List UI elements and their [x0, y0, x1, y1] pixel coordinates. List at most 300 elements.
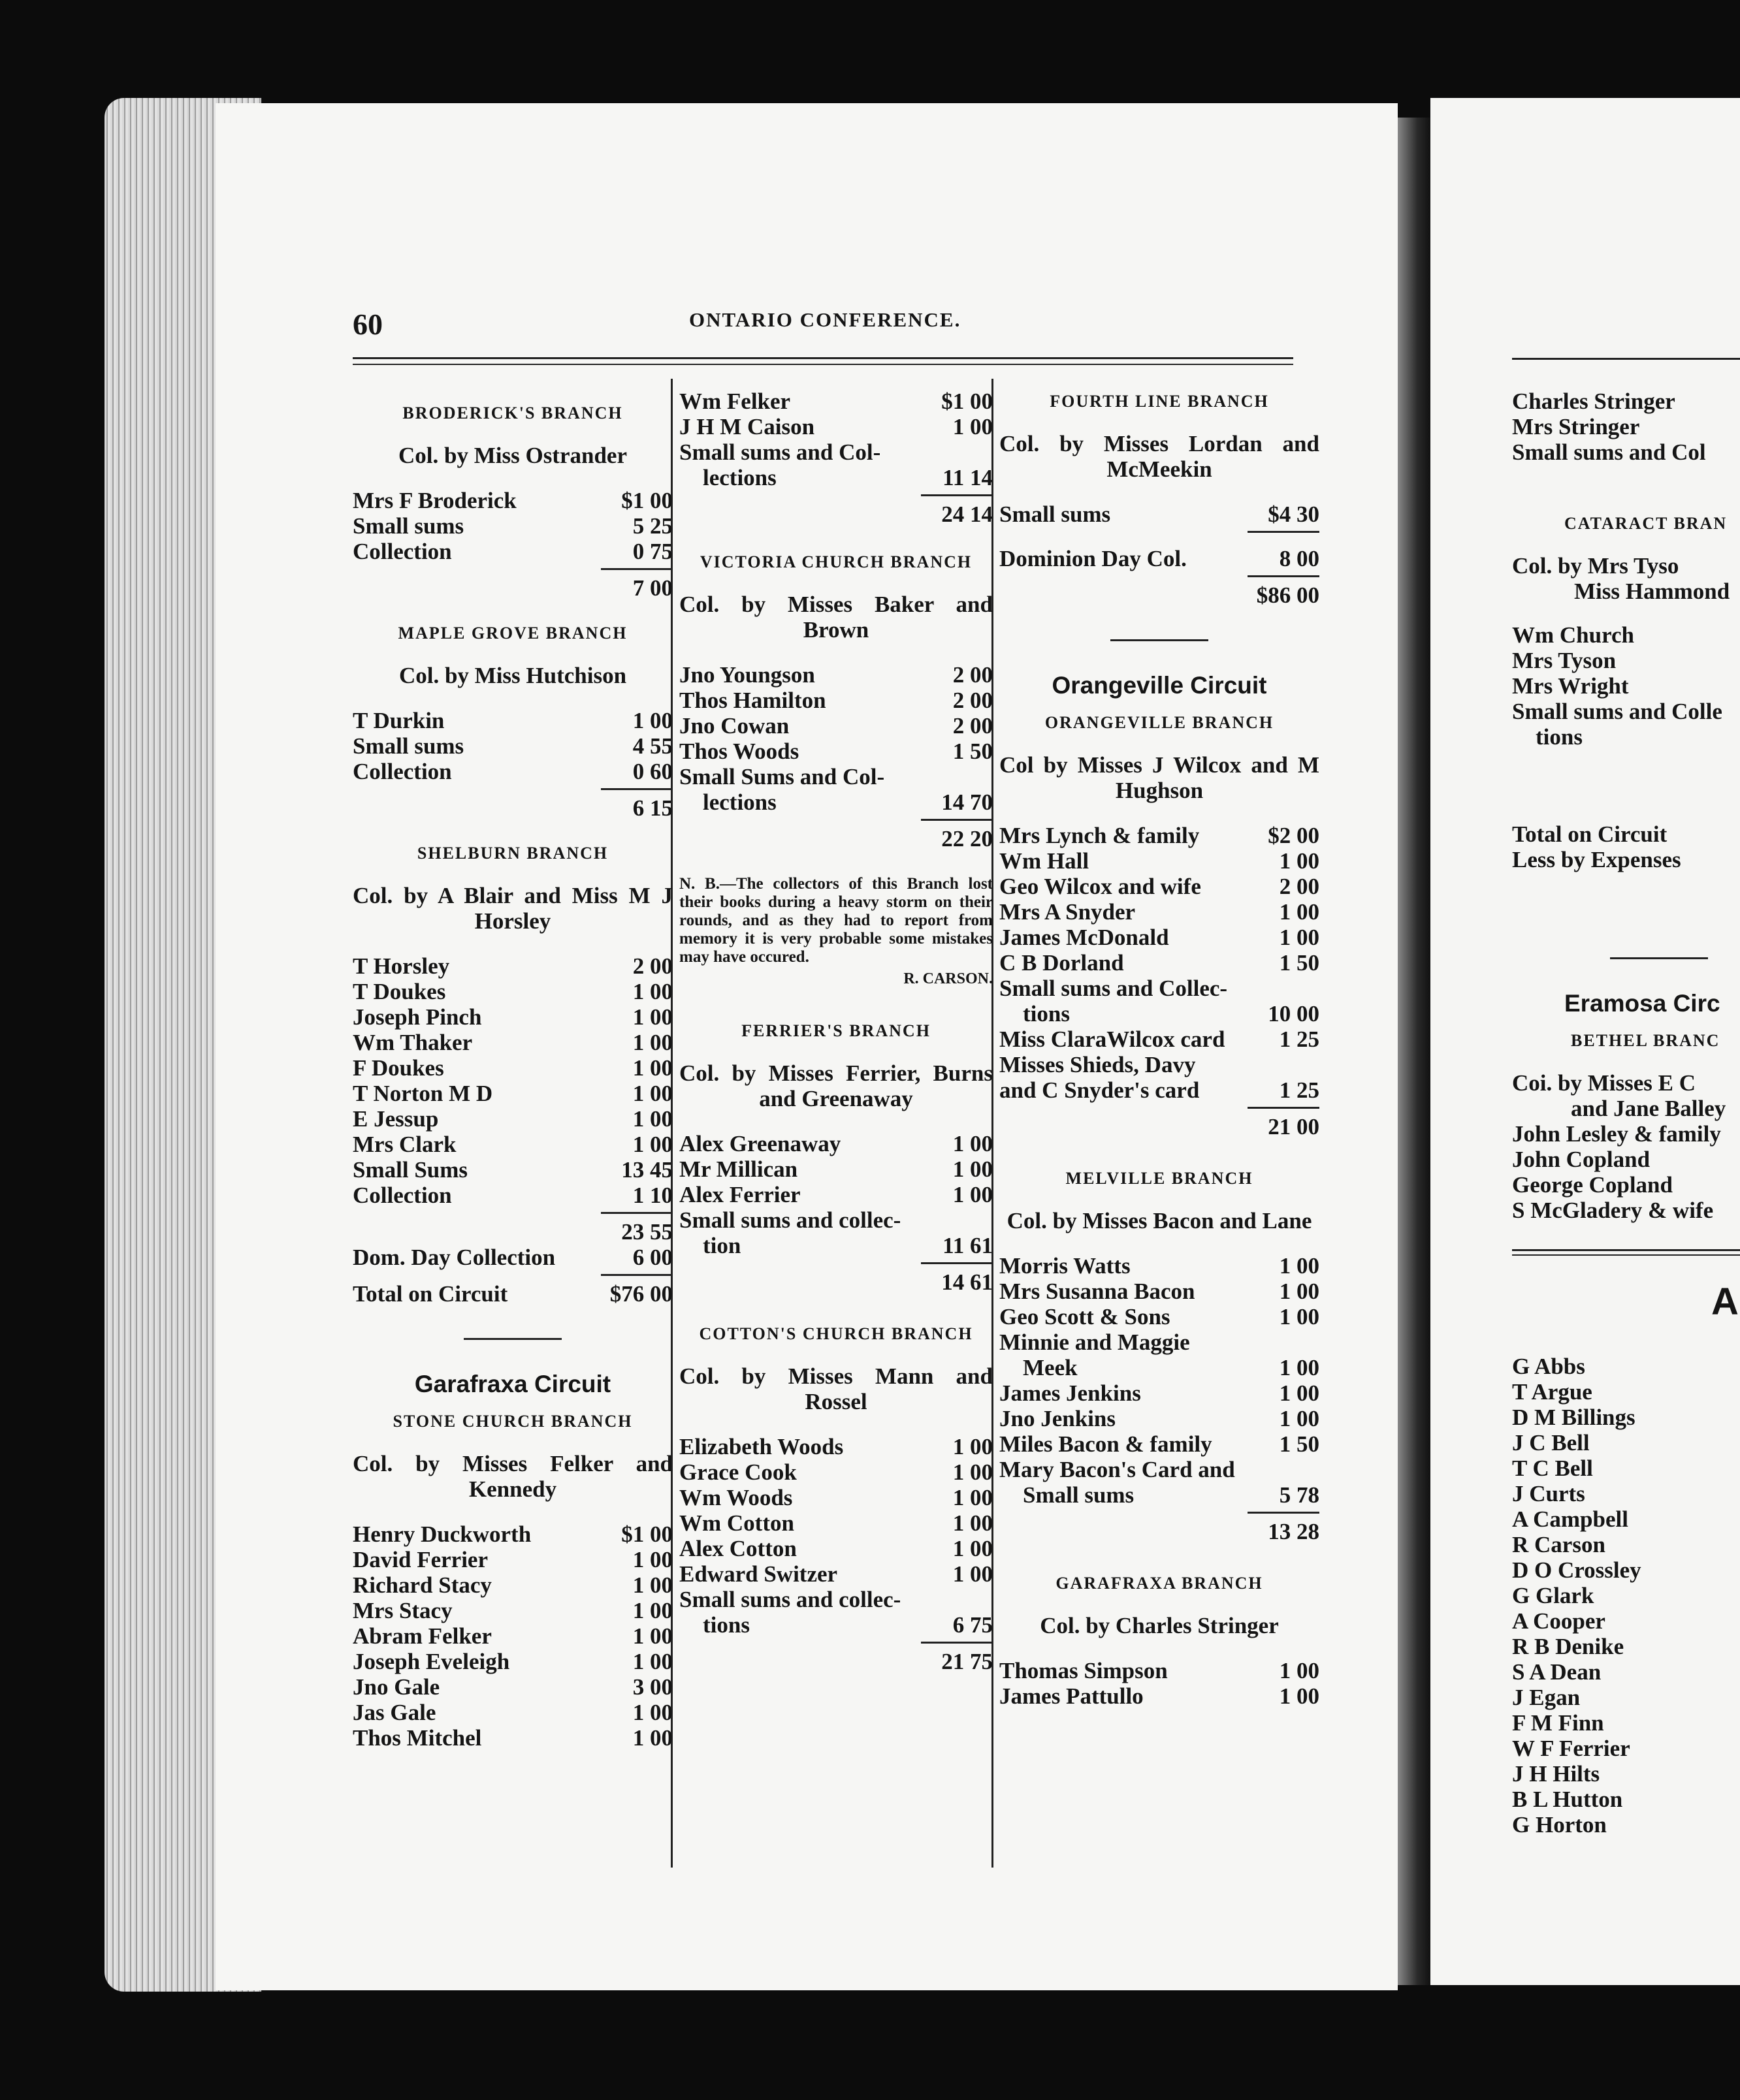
entry-amount: 1 00 [952, 1131, 993, 1156]
entry-name: David Ferrier [353, 1547, 488, 1572]
entry-amount: 1 00 [1279, 1279, 1319, 1304]
entry-name: Mrs Stacy [353, 1598, 453, 1623]
entry-row [353, 1649, 673, 1674]
entry-name: F M Finn [1512, 1710, 1604, 1736]
entry-row [999, 1658, 1319, 1683]
entry-row [679, 389, 993, 414]
fourth-line-branch [999, 389, 1319, 608]
entry-amount: 3 00 [632, 1674, 673, 1700]
entry-amount: 1 00 [632, 1649, 673, 1674]
entry-amount: 2 00 [952, 713, 993, 739]
victoria-church-branch [679, 549, 993, 992]
entry-amount: 14 70 [941, 789, 993, 815]
entry-row [353, 1030, 673, 1055]
branch-total: 21 75 [941, 1649, 993, 1674]
entry-row [679, 713, 993, 739]
entry-amount: 1 10 [632, 1183, 673, 1208]
sum-rule [921, 1642, 993, 1644]
entry-amount: 1 00 [1279, 1253, 1319, 1279]
entry-row [679, 1536, 993, 1561]
entry-name: Minnie and Maggie [999, 1329, 1190, 1355]
section-rule-inner [1512, 1254, 1740, 1256]
entry-row [679, 1131, 993, 1156]
entry-amount: 2 00 [632, 953, 673, 979]
entry-name: Joseph Pinch [353, 1004, 482, 1030]
collector-line: Col. by Charles Stringer [1040, 1613, 1279, 1638]
collector-line: Coi. by Misses E C [1512, 1070, 1696, 1096]
entry-name: lections [703, 789, 777, 815]
entry-amount: 1 00 [632, 1106, 673, 1132]
entry-row [999, 1052, 1319, 1077]
note-signature: R. CARSON. [903, 970, 993, 987]
branch-total: 7 00 [632, 575, 673, 601]
collector-line: and Jane Balley [1571, 1096, 1726, 1121]
section-separator [464, 1338, 562, 1340]
entry-name: lections [703, 465, 777, 490]
entry-name: Small sums and Collec- [999, 976, 1228, 1001]
entry-amount: 1 00 [632, 1030, 673, 1055]
entry-name: A Campbell [1512, 1506, 1628, 1532]
entry-name: Collection [353, 539, 452, 564]
entry-name: Misses Shieds, Davy [999, 1052, 1196, 1077]
entry-name: Elizabeth Woods [679, 1434, 844, 1459]
entry-name: S A Dean [1512, 1659, 1602, 1685]
entry-row [679, 1182, 993, 1207]
sum-rule [921, 819, 993, 821]
entry-name: C B Dorland [999, 950, 1124, 976]
entry-row [353, 488, 673, 513]
entry-name: Richard Stacy [353, 1572, 492, 1598]
entry-amount: 1 00 [1279, 1355, 1319, 1380]
garafraxa-branch [999, 1570, 1319, 1709]
branch-total: 21 00 [1268, 1114, 1319, 1139]
section-separator [1110, 639, 1208, 641]
entry-name: B L Hutton [1512, 1787, 1623, 1812]
top-rule [353, 357, 1293, 359]
sum-rule [1248, 575, 1319, 577]
entry-name: S McGladery & wife [1512, 1198, 1714, 1223]
entry-name: Wm Cotton [679, 1510, 794, 1536]
collector-line: Miss Hammond [1574, 579, 1730, 604]
entry-amount: 1 50 [1279, 1431, 1319, 1457]
entry-row [353, 1623, 673, 1649]
collector-line: Col by Misses J Wilcox and M Hughson [999, 752, 1319, 803]
entry-name: Small sums [353, 513, 464, 539]
entry-amount: 10 00 [1268, 1001, 1319, 1026]
orangeville-branch [999, 710, 1319, 1139]
entry-amount: 2 00 [1279, 874, 1319, 899]
entry-amount: 1 00 [632, 1572, 673, 1598]
entry-name: Total on Circuit [1512, 821, 1668, 847]
entry-name: Collection [353, 1183, 452, 1208]
entry-row [679, 789, 993, 815]
entry-row [999, 823, 1319, 848]
entry-name: Edward Switzer [679, 1561, 838, 1587]
entry-amount: 1 00 [952, 1561, 993, 1587]
column-1 [353, 389, 673, 1751]
entry-name: Geo Wilcox and wife [999, 874, 1201, 899]
entry-amount: 1 00 [632, 979, 673, 1004]
branch-heading: FERRIER'S BRANCH [741, 1021, 931, 1040]
entry-name: and C Snyder's card [999, 1077, 1200, 1103]
branch-total: 24 14 [941, 501, 993, 527]
entry-amount: 1 00 [632, 1081, 673, 1106]
collector-line: Col. by Misses Lordan and McMeekin [999, 431, 1319, 482]
entry-row [679, 439, 993, 465]
book-gutter [1398, 118, 1430, 1985]
entry-name: D O Crossley [1512, 1557, 1641, 1583]
entry-name: George Copland [1512, 1172, 1673, 1198]
circuit-heading: Eramosa Circ [1564, 990, 1720, 1017]
entry-amount: 1 00 [952, 414, 993, 439]
entry-row [999, 899, 1319, 925]
entry-amount: 13 45 [621, 1157, 673, 1183]
entry-name: Small sums and Col [1512, 439, 1706, 465]
branch-heading: BRODERICK'S BRANCH [402, 404, 623, 422]
entry-name: Small sums and Col- [679, 439, 881, 465]
entry-amount: 8 00 [1279, 546, 1319, 571]
entry-amount: 1 00 [952, 1510, 993, 1536]
entry-amount: $2 00 [1268, 823, 1319, 848]
entry-row [679, 1485, 993, 1510]
entry-row [679, 414, 993, 439]
entry-amount: 1 50 [1279, 950, 1319, 976]
branch-total: $86 00 [1256, 582, 1319, 608]
collector-line: Col. by Miss Ostrander [398, 443, 627, 468]
sum-rule [601, 1212, 673, 1214]
entry-amount: 1 00 [1279, 899, 1319, 925]
entry-name: Mrs A Snyder [999, 899, 1136, 925]
entry-name: J C Bell [1512, 1430, 1590, 1456]
entry-amount: 5 25 [632, 513, 673, 539]
entry-name: Mrs Lynch & family [999, 823, 1200, 848]
entry-amount: 1 00 [632, 1547, 673, 1572]
sum-rule [601, 788, 673, 790]
branch-total: 22 20 [941, 826, 993, 851]
entry-amount: $4 30 [1268, 501, 1319, 527]
collector-line: Col. by Misses Ferrier, Burns and Greenaway [679, 1060, 993, 1111]
branch-total: 13 28 [1268, 1519, 1319, 1544]
entry-row [679, 1434, 993, 1459]
maple-grove-branch [353, 620, 673, 821]
entry-name: Small sums and collec- [679, 1587, 901, 1612]
entry-name: Small sums [353, 733, 464, 759]
continued-branch [679, 389, 993, 527]
entry-name: Morris Watts [999, 1253, 1131, 1279]
entry-row [999, 1077, 1319, 1103]
collector-line: Col. by Mrs Tyso [1512, 553, 1679, 579]
entry-amount: 1 00 [1279, 925, 1319, 950]
entry-name: Total on Circuit [353, 1281, 508, 1307]
running-head: ONTARIO CONFERENCE. [689, 308, 961, 331]
stone-church-branch [353, 1408, 673, 1751]
entry-amount: 0 60 [632, 759, 673, 784]
entry-row [999, 501, 1319, 527]
entry-name: J Curts [1512, 1481, 1585, 1506]
entry-amount: 1 25 [1279, 1077, 1319, 1103]
entry-row [353, 1004, 673, 1030]
entry-name: Mrs Clark [353, 1132, 457, 1157]
entry-name: J Egan [1512, 1685, 1581, 1710]
entry-name: tions [703, 1612, 750, 1638]
entry-name: James McDonald [999, 925, 1169, 950]
branch-total: 23 55 [621, 1219, 673, 1245]
entry-row [679, 1459, 993, 1485]
entry-row [353, 1547, 673, 1572]
entry-row [999, 950, 1319, 976]
entry-name: Alex Ferrier [679, 1182, 801, 1207]
entry-amount: 1 00 [632, 1725, 673, 1751]
entry-name: G Glark [1512, 1583, 1594, 1608]
entry-amount: 1 00 [1279, 1406, 1319, 1431]
entry-name: John Lesley & family [1512, 1121, 1721, 1147]
entry-amount: 2 00 [952, 688, 993, 713]
entry-amount: 1 00 [632, 1055, 673, 1081]
collector-line: Col. by Misses Mann and Rossel [679, 1363, 993, 1414]
entry-row [353, 979, 673, 1004]
entry-row [679, 688, 993, 713]
entry-name: Mrs Stringer [1512, 414, 1640, 439]
entry-row [679, 1207, 993, 1233]
entry-amount: 1 00 [952, 1459, 993, 1485]
entry-name: F Doukes [353, 1055, 444, 1081]
entry-name: Small sums [999, 501, 1111, 527]
entry-row [353, 1674, 673, 1700]
sum-rule [921, 494, 993, 496]
broderick-branch [353, 400, 673, 601]
entry-amount: 1 00 [632, 1700, 673, 1725]
entry-row [999, 1457, 1319, 1482]
sum-rule [601, 1274, 673, 1276]
sum-rule [1248, 1107, 1319, 1109]
entry-name: T C Bell [1512, 1456, 1593, 1481]
entry-row [679, 465, 993, 490]
entry-amount: 1 00 [952, 1156, 993, 1182]
branch-heading: ORANGEVILLE BRANCH [1044, 713, 1274, 732]
entry-row [999, 925, 1319, 950]
column-4-facing-page [1512, 389, 1740, 1838]
entry-name: Abram Felker [353, 1623, 492, 1649]
top-rule-inner [353, 364, 1293, 365]
entry-name: Wm Woods [679, 1485, 793, 1510]
entry-row [999, 848, 1319, 874]
branch-heading: BETHEL BRANC [1571, 1031, 1720, 1050]
entry-row [353, 1055, 673, 1081]
branch-heading: FOURTH LINE BRANCH [1050, 392, 1269, 411]
entry-row [999, 1253, 1319, 1279]
entry-name: Geo Scott & Sons [999, 1304, 1170, 1329]
entry-amount: 1 00 [632, 1132, 673, 1157]
entry-name: Alex Cotton [679, 1536, 797, 1561]
entry-amount: $76 00 [609, 1281, 673, 1307]
entry-name: T Durkin [353, 708, 445, 733]
entry-row [679, 739, 993, 764]
entry-amount: 1 50 [952, 739, 993, 764]
entry-name: Small Sums and Col- [679, 764, 885, 789]
circuit-total-row [353, 1281, 673, 1307]
entry-name: E Jessup [353, 1106, 439, 1132]
shelburn-branch [353, 840, 673, 1307]
entry-row [353, 953, 673, 979]
entry-name: James Pattullo [999, 1683, 1144, 1709]
entry-name: Mary Bacon's Card and [999, 1457, 1235, 1482]
branch-heading: MAPLE GROVE BRANCH [398, 624, 628, 643]
sum-rule [921, 1262, 993, 1264]
entry-name: Joseph Eveleigh [353, 1649, 510, 1674]
entry-name: A Cooper [1512, 1608, 1605, 1634]
entry-row [999, 1431, 1319, 1457]
entry-name: Dom. Day Collection [353, 1245, 556, 1270]
branch-heading: CATARACT BRAN [1564, 514, 1728, 533]
page-number: 60 [353, 308, 383, 341]
collector-line: Col. by Misses Felker and Kennedy [353, 1451, 673, 1502]
entry-amount: 11 61 [942, 1233, 993, 1258]
entry-row [679, 1156, 993, 1182]
entry-row [999, 546, 1319, 571]
collector-line: Col. by Misses Baker and Brown [679, 592, 993, 643]
entry-row [353, 1132, 673, 1157]
branch-total: 14 61 [941, 1269, 993, 1295]
entry-row [679, 1612, 993, 1638]
entry-row [679, 1587, 993, 1612]
entry-amount: 1 25 [1279, 1026, 1319, 1052]
entry-name: Meek [1023, 1355, 1078, 1380]
branch-heading: MELVILLE BRANCH [1065, 1169, 1253, 1188]
entry-name: Mr Millican [679, 1156, 798, 1182]
entry-amount: 6 75 [952, 1612, 993, 1638]
branch-heading: COTTON'S CHURCH BRANCH [699, 1324, 973, 1343]
dominion-day-row [353, 1245, 673, 1270]
entry-name: Alex Greenaway [679, 1131, 841, 1156]
sum-rule [1248, 531, 1319, 533]
entry-amount: 4 55 [632, 733, 673, 759]
entry-name: Miles Bacon & family [999, 1431, 1212, 1457]
entry-row [353, 1081, 673, 1106]
entry-name: Small sums [1023, 1482, 1135, 1508]
entry-amount: 1 00 [632, 1623, 673, 1649]
entry-amount: 1 00 [952, 1182, 993, 1207]
entry-name: Jno Youngson [679, 662, 815, 688]
entry-name: T Doukes [353, 979, 446, 1004]
entry-name: T Argue [1512, 1379, 1592, 1405]
entry-name: tions [1536, 724, 1583, 750]
entry-row [999, 1304, 1319, 1329]
entry-name: Grace Cook [679, 1459, 797, 1485]
entry-name: Charles Stringer [1512, 389, 1675, 414]
collector-line: Col. by A Blair and Miss M J Horsley [353, 883, 673, 934]
entry-name: Mrs Wright [1512, 673, 1629, 699]
entry-name: T Horsley [353, 953, 450, 979]
entry-row [353, 759, 673, 784]
entry-name: John Copland [1512, 1147, 1651, 1172]
entry-row [999, 1406, 1319, 1431]
branch-heading: STONE CHURCH BRANCH [393, 1412, 633, 1431]
entry-name: tion [703, 1233, 741, 1258]
cottons-church-branch [679, 1321, 993, 1674]
ferriers-branch [679, 1018, 993, 1295]
entry-amount: 1 00 [952, 1485, 993, 1510]
entry-row [679, 1510, 993, 1536]
entry-row [353, 539, 673, 564]
entry-name: D M Billings [1512, 1405, 1635, 1430]
sum-rule [601, 568, 673, 570]
entry-row [999, 1683, 1319, 1709]
column-2 [679, 389, 993, 1674]
entry-row [999, 1279, 1319, 1304]
note-paragraph: N. B.—The collectors of this Branch lost their books during a heavy storm on their rounds, and as they had to report from memory it is very probable some mistakes may have occured. [679, 875, 993, 966]
entry-row [679, 1561, 993, 1587]
entry-amount: 1 00 [1279, 848, 1319, 874]
entry-name: Small Sums [353, 1157, 468, 1183]
entry-row [353, 513, 673, 539]
entry-amount: 2 00 [952, 662, 993, 688]
entry-name: R B Denike [1512, 1634, 1624, 1659]
entry-name: W F Ferrier [1512, 1736, 1630, 1761]
entry-name: Wm Felker [679, 389, 791, 414]
circuit-heading: Orangeville Circuit [1052, 672, 1267, 699]
entry-amount: 1 00 [632, 708, 673, 733]
entry-row [999, 1001, 1319, 1026]
entry-amount: $1 00 [941, 389, 993, 414]
section-initial-letter: A [1711, 1281, 1739, 1323]
branch-heading: SHELBURN BRANCH [417, 844, 609, 863]
entry-row [353, 1521, 673, 1547]
entry-amount: 1 00 [632, 1598, 673, 1623]
branch-heading: GARAFRAXA BRANCH [1055, 1574, 1263, 1593]
entry-name: Jno Gale [353, 1674, 440, 1700]
entry-name: Dominion Day Col. [999, 546, 1187, 571]
entry-row [353, 708, 673, 733]
entry-name: Small sums and collec- [679, 1207, 901, 1233]
entry-amount: $1 00 [621, 1521, 673, 1547]
branch-heading: VICTORIA CHURCH BRANCH [700, 552, 973, 571]
entry-name: J H Hilts [1512, 1761, 1600, 1787]
entry-name: G Horton [1512, 1812, 1607, 1838]
entry-row [353, 1183, 673, 1208]
entry-row [999, 1329, 1319, 1355]
entry-row [353, 1572, 673, 1598]
circuit-heading: Garafraxa Circuit [414, 1371, 611, 1397]
entry-row [353, 733, 673, 759]
entry-row [679, 1233, 993, 1258]
section-rule [1512, 1249, 1740, 1251]
entry-name: Jas Gale [353, 1700, 436, 1725]
entry-name: Henry Duckworth [353, 1521, 532, 1547]
entry-name: James Jenkins [999, 1380, 1141, 1406]
melville-branch [999, 1166, 1319, 1544]
entry-name: Thos Hamilton [679, 688, 826, 713]
entry-row [353, 1725, 673, 1751]
entry-row [353, 1157, 673, 1183]
entry-name: Mrs Susanna Bacon [999, 1279, 1195, 1304]
entry-name: Thos Woods [679, 739, 799, 764]
right-top-rule [1512, 358, 1740, 360]
entry-amount: $1 00 [621, 488, 673, 513]
collector-line: Col. by Miss Hutchison [398, 663, 627, 688]
entry-name: Mrs F Broderick [353, 488, 517, 513]
entry-name: J H M Caison [679, 414, 815, 439]
entry-amount: 1 00 [1279, 1658, 1319, 1683]
entry-row [353, 1700, 673, 1725]
entry-amount: 0 75 [632, 539, 673, 564]
entry-name: Wm Church [1512, 622, 1635, 648]
entry-row [999, 1380, 1319, 1406]
entry-row [353, 1106, 673, 1132]
entry-name: Mrs Tyson [1512, 648, 1617, 673]
entry-row [999, 1355, 1319, 1380]
entry-amount: 1 00 [632, 1004, 673, 1030]
entry-name: Jno Jenkins [999, 1406, 1116, 1431]
